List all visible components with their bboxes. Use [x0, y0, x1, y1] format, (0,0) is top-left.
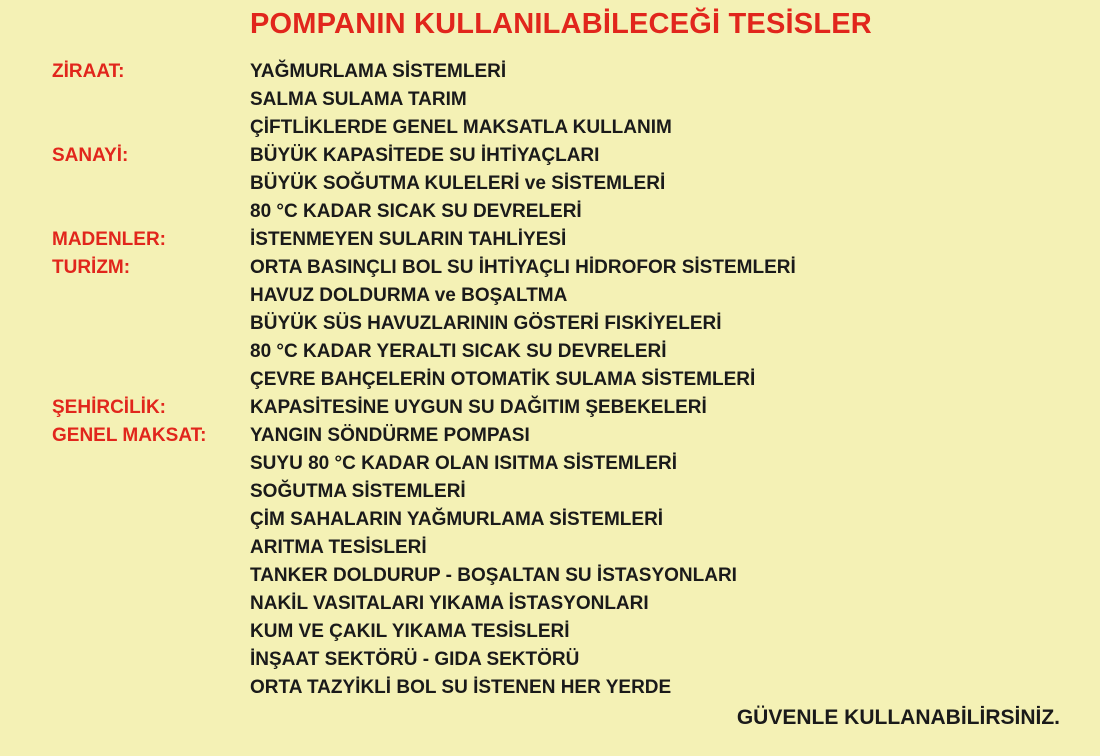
- list-item: [0, 562, 1100, 590]
- facility-item: ÇEVRE BAHÇELERİN OTOMATİK SULAMA SİSTEMLERİ: [250, 369, 756, 390]
- list-item: [0, 590, 1100, 618]
- facility-item: 80 °C KADAR SICAK SU DEVRELERİ: [250, 201, 582, 222]
- facility-item: TANKER DOLDURUP - BOŞALTAN SU İSTASYONLARI: [250, 565, 737, 586]
- facility-item: ORTA TAZYİKLİ BOL SU İSTENEN HER YERDE: [250, 677, 672, 698]
- facility-item: KUM VE ÇAKIL YIKAMA TESİSLERİ: [250, 621, 570, 642]
- list-item: [0, 366, 1100, 394]
- category-label: ZİRAAT:: [52, 61, 125, 82]
- list-item: [0, 58, 1100, 86]
- facility-item: İNŞAAT SEKTÖRÜ - GIDA SEKTÖRÜ: [250, 649, 580, 670]
- facility-item: BÜYÜK SOĞUTMA KULELERİ ve SİSTEMLERİ: [250, 173, 666, 194]
- list-item: [0, 142, 1100, 170]
- facility-item: YAĞMURLAMA SİSTEMLERİ: [250, 61, 507, 82]
- list-item: [0, 394, 1100, 422]
- category-label: SANAYİ:: [52, 145, 129, 166]
- footer-slogan: GÜVENLE KULLANABİLİRSİNİZ.: [736, 706, 1060, 729]
- facility-item: BÜYÜK SÜS HAVUZLARININ GÖSTERİ FISKİYELERİ: [250, 313, 722, 334]
- facility-item: İSTENMEYEN SULARIN TAHLİYESİ: [250, 229, 567, 250]
- list-item: [0, 114, 1100, 142]
- category-label: GENEL MAKSAT:: [52, 425, 207, 446]
- list-item: [0, 646, 1100, 674]
- category-label: TURİZM:: [52, 257, 131, 278]
- facility-item: YANGIN SÖNDÜRME POMPASI: [250, 425, 530, 446]
- facility-item: SOĞUTMA SİSTEMLERİ: [250, 481, 466, 502]
- list-item: [0, 478, 1100, 506]
- list-item: [0, 450, 1100, 478]
- facility-item: ÇİM SAHALARIN YAĞMURLAMA SİSTEMLERİ: [250, 509, 664, 530]
- category-label: ŞEHİRCİLİK:: [52, 397, 166, 418]
- list-item: [0, 618, 1100, 646]
- list-item: [0, 506, 1100, 534]
- facility-item: ARITMA TESİSLERİ: [250, 537, 427, 558]
- list-item: [0, 198, 1100, 226]
- list-item: [0, 534, 1100, 562]
- list-item: [0, 674, 1100, 702]
- list-item: [0, 338, 1100, 366]
- facility-item: BÜYÜK KAPASİTEDE SU İHTİYAÇLARI: [250, 145, 600, 166]
- list-item: [0, 310, 1100, 338]
- facility-item: ÇİFTLİKLERDE GENEL MAKSATLA KULLANIM: [250, 117, 672, 138]
- facility-item: HAVUZ DOLDURMA ve BOŞALTMA: [250, 285, 568, 306]
- facility-list: [0, 58, 1100, 702]
- list-item: [0, 86, 1100, 114]
- facility-item: ORTA BASINÇLI BOL SU İHTİYAÇLI HİDROFOR SİSTEMLERİ: [250, 257, 796, 278]
- facility-item: SUYU 80 °C KADAR OLAN ISITMA SİSTEMLERİ: [250, 453, 678, 474]
- category-label: MADENLER:: [52, 229, 166, 250]
- page-title: POMPANIN KULLANILABİLECEĞİ TESİSLER: [250, 8, 872, 40]
- facility-item: 80 °C KADAR YERALTI SICAK SU DEVRELERİ: [250, 341, 667, 362]
- list-item: [0, 170, 1100, 198]
- list-item: [0, 282, 1100, 310]
- facility-item: NAKİL VASITALARI YIKAMA İSTASYONLARI: [250, 593, 649, 614]
- list-item: [0, 422, 1100, 450]
- list-item: [0, 226, 1100, 254]
- facility-item: SALMA SULAMA TARIM: [250, 89, 467, 110]
- list-item: [0, 254, 1100, 282]
- facility-item: KAPASİTESİNE UYGUN SU DAĞITIM ŞEBEKELERİ: [250, 397, 707, 418]
